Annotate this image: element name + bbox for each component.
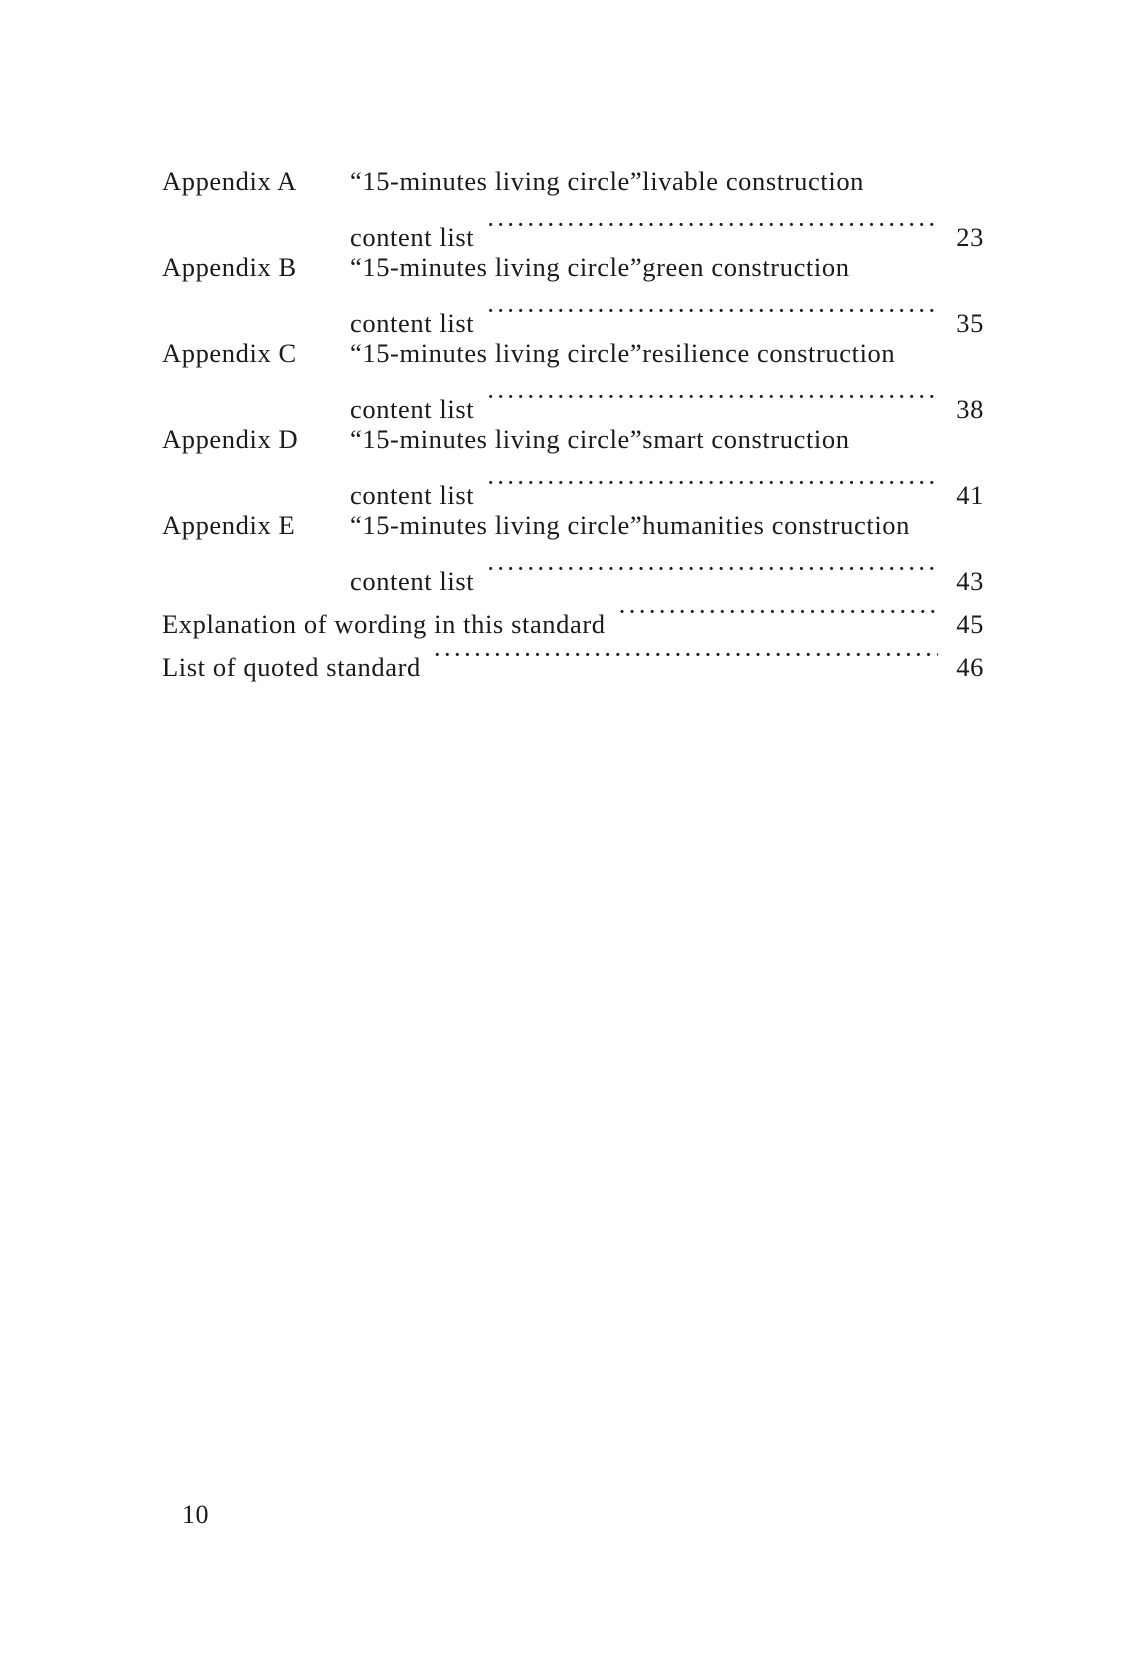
toc-entry-title: List of quoted standard [162,652,421,682]
toc-entry-line [162,418,984,461]
toc-entry-appendix-d[interactable] [162,418,984,510]
toc-entry-label: Appendix E [162,510,296,540]
toc-entry-line [162,289,984,338]
toc-entry-page: 38 [956,394,984,424]
toc-leader-dots [486,375,938,418]
page-number: 10 [182,1500,209,1529]
toc-entry-label: Appendix B [162,252,297,282]
toc-entry-line [162,246,984,289]
toc-entry-title-continued: content list [350,566,475,596]
toc-entry-title-continued: content list [350,308,475,338]
toc-entry-title: Explanation of wording in this standard [162,609,606,639]
toc-entry-quoted-standard[interactable] [162,633,984,682]
toc-entry-page: 45 [956,609,984,639]
toc-entry-appendix-e[interactable] [162,504,984,596]
toc-entry-line [162,160,984,203]
toc-entry-label: Appendix D [162,424,299,454]
toc-entry-appendix-b[interactable] [162,246,984,338]
toc-entry-line [162,504,984,547]
toc-entry-title-continued: content list [350,222,475,252]
toc-entry-title: “15-minutes living circle”smart construction [350,424,850,454]
toc-entry-line [162,590,984,639]
toc-entry-page: 43 [956,566,984,596]
toc-entry-line [162,375,984,424]
toc-entry-title: “15-minutes living circle”green construction [350,252,850,282]
toc-entry-line [162,332,984,375]
toc-entry-page: 23 [956,222,984,252]
toc-entry-page: 46 [956,652,984,682]
toc-entry-line [162,203,984,252]
toc-leader-dots [486,289,938,332]
toc-entry-label: Appendix A [162,166,297,196]
toc-entry-title: “15-minutes living circle”humanities construction [350,510,910,540]
toc-entry-line [162,461,984,510]
toc-entry-line [162,547,984,596]
toc-entry-page: 41 [956,480,984,510]
toc-entry-title-continued: content list [350,394,475,424]
toc-entry-title: “15-minutes living circle”resilience construction [350,338,896,368]
toc-entry-appendix-a[interactable] [162,160,984,252]
toc-entry-label: Appendix C [162,338,297,368]
toc-entry-title: “15-minutes living circle”livable construction [350,166,865,196]
toc-leader-dots [486,547,938,590]
table-of-contents [162,160,984,682]
toc-leader-dots [618,590,938,633]
toc-leader-dots [486,461,938,504]
toc-entry-page: 35 [956,308,984,338]
toc-entry-line [162,633,984,682]
toc-leader-dots [433,633,938,676]
toc-entry-explanation[interactable] [162,590,984,639]
toc-entry-appendix-c[interactable] [162,332,984,424]
toc-leader-dots [486,203,938,246]
toc-entry-title-continued: content list [350,480,475,510]
